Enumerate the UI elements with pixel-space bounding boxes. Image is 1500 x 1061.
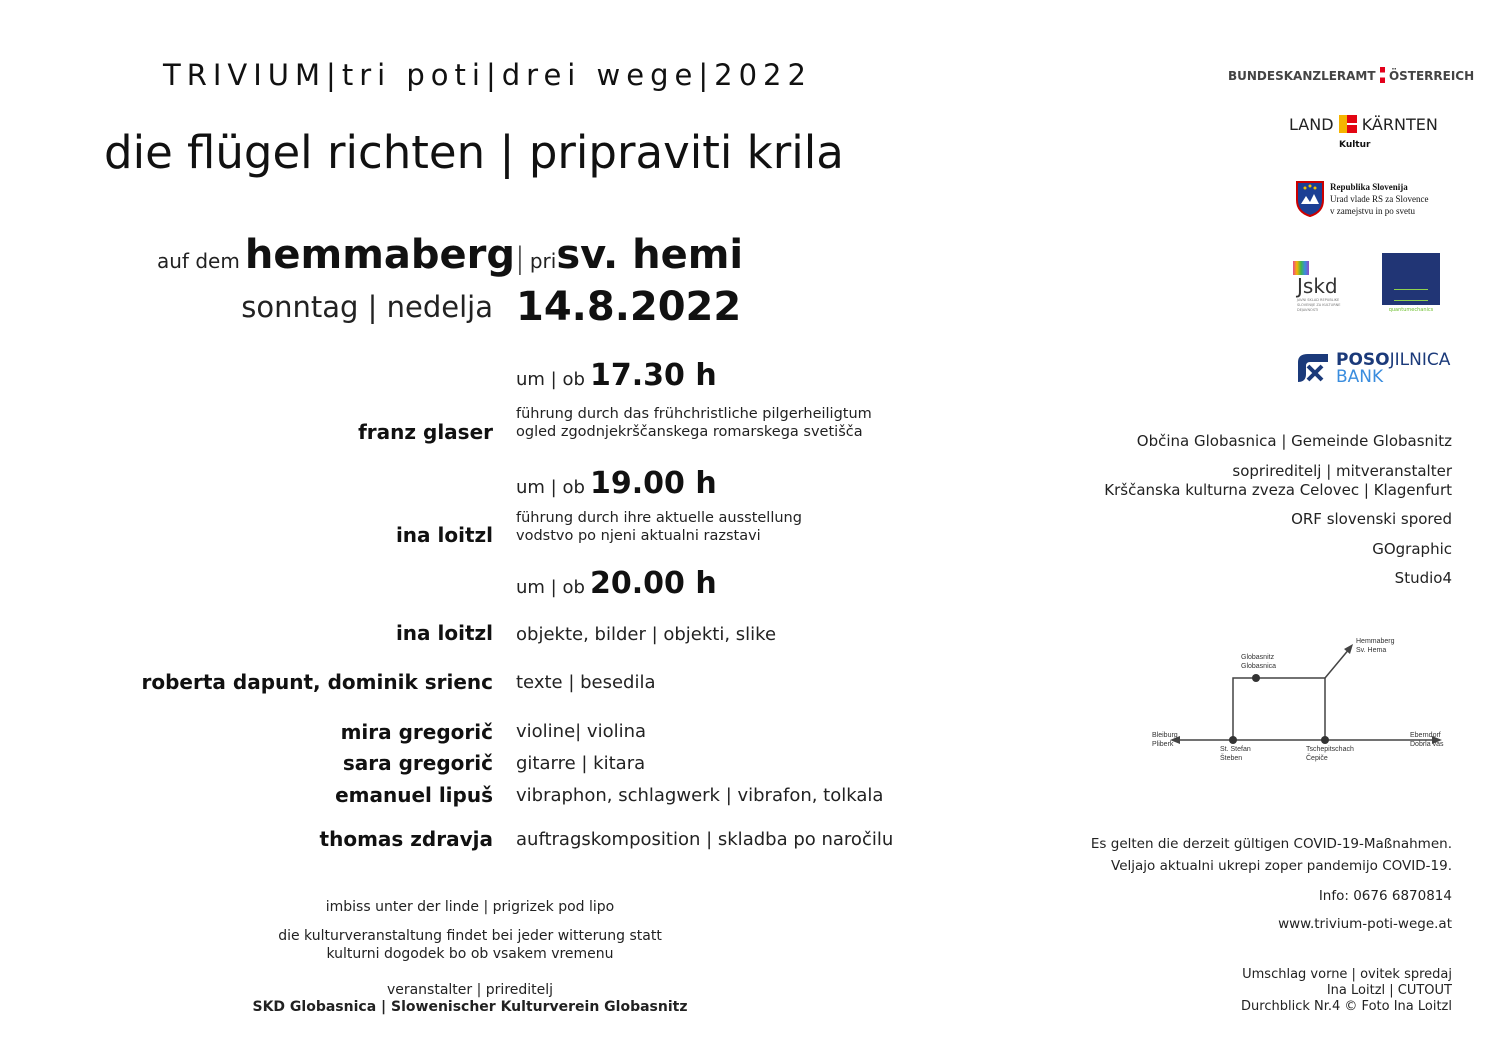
slo-line3: v zamejstvu in po svetu: [1330, 206, 1415, 216]
place-sl: sv. hemi: [556, 232, 744, 278]
partner-orf: ORF slovenski spored: [1291, 510, 1452, 528]
route-map: [1140, 628, 1460, 778]
posojilnica-logo: [1336, 352, 1450, 386]
time-3: [516, 566, 717, 601]
performer-name: emanuel lipuš: [335, 783, 493, 807]
snack-note: imbiss unter der linde | prigrizek pod lipo: [325, 899, 615, 915]
performer-name: ina loitzl: [395, 621, 493, 645]
cover-credit: [1241, 967, 1452, 1015]
website-link[interactable]: www.trivium-poti-wege.at: [1278, 916, 1452, 932]
map-label-eberndorf: Eberndorf: [1410, 732, 1441, 739]
ktn-sub: Kultur: [1339, 140, 1371, 150]
person-2: ina loitzl: [395, 523, 493, 547]
map-label-tschepitschach: Tschepitschach: [1306, 746, 1354, 753]
info-phone: Info: 0676 6870814: [1318, 888, 1452, 904]
qm-mark-icon: [1394, 289, 1428, 301]
partner-coorganizer-label: soprireditelj | mitveranstalter: [1232, 462, 1452, 480]
bka-logo: [1228, 67, 1474, 83]
place-de: hemmaberg: [244, 232, 515, 278]
hemmaberg-road: [1325, 648, 1350, 678]
day-label: sonntag | nedelja: [241, 290, 493, 324]
poso-bank: BANK: [1336, 367, 1384, 387]
jskd-logo: Jskd: [1297, 274, 1338, 298]
desc-1-de: führung durch das frühchristliche pilgerheiligtum: [516, 406, 872, 422]
time-3-value: 20.00 h: [589, 566, 717, 601]
weather-sl: kulturni dogodek bo ob vsakem vremenu: [326, 946, 614, 962]
organizer: SKD Globasnica | Slowenischer Kulturverein Globasnitz: [252, 999, 688, 1015]
jskd-color-icon: [1293, 261, 1309, 275]
performer-role: objekte, bilder | objekti, slike: [516, 624, 777, 645]
covid-notice: [1091, 833, 1452, 877]
covid-de: Es gelten die derzeit gültigen COVID-19-Maßnahmen.: [1090, 836, 1452, 852]
qm-sub: quantumechanics: [1382, 305, 1440, 315]
map-label-sv-hema: Sv. Hema: [1356, 647, 1387, 654]
time-2: [516, 466, 717, 501]
desc-1: [516, 405, 872, 441]
kaernten-emblem-icon: [1339, 115, 1357, 133]
desc-2-de: führung durch ihre aktuelle ausstellung: [516, 510, 802, 526]
performer-name: roberta dapunt, dominik srienc: [141, 670, 493, 694]
event-date: 14.8.2022: [516, 284, 742, 330]
performer-name: thomas zdravja: [319, 827, 493, 851]
partner-kkz: Krščanska kulturna zveza Celovec | Klagenfurt: [1104, 481, 1452, 499]
st-stefan-dot: [1229, 736, 1237, 744]
time-2-prefix: um | ob: [516, 477, 585, 498]
organizer-label: veranstalter | prireditelj: [386, 982, 554, 998]
weather-note: [240, 927, 700, 963]
ktn-left: LAND: [1289, 115, 1334, 134]
place-sep: |: [514, 241, 525, 275]
map-label-hemmaberg: Hemmaberg: [1356, 638, 1395, 645]
map-label-steben: Šteben: [1220, 755, 1243, 762]
map-label-st-stefan: St. Stefan: [1220, 746, 1251, 753]
slovenia-office: [1330, 181, 1428, 217]
place-line: [157, 232, 743, 278]
time-1: [516, 358, 717, 393]
jskd-sub: JAVNI SKLAD REPUBLIKE SLOVENIJE ZA KULTURNE DEJAVNOSTI: [1297, 298, 1341, 312]
credit-line3: Durchblick Nr.4 © Foto Ina Loitzl: [1241, 999, 1452, 1014]
credit-line2: Ina Loitzl | CUTOUT: [1326, 983, 1452, 998]
series-title: TRIVIUM|tri poti|drei wege|2022: [163, 58, 812, 92]
quantumechanics-logo: [1382, 253, 1440, 315]
place-prefix-sl: pri: [529, 249, 557, 273]
poso-light: JILNICA: [1389, 350, 1451, 370]
partner-studio4: Studio4: [1394, 569, 1452, 587]
covid-sl: Veljajo aktualni ukrepi zoper pandemijo COVID-19.: [1111, 858, 1452, 874]
person-1: franz glaser: [358, 420, 493, 444]
desc-2: [516, 509, 802, 545]
posojilnica-icon: [1296, 352, 1332, 384]
map-label-bleiburg: Bleiburg: [1152, 732, 1178, 739]
desc-1-sl: ogled zgodnjekrščanskega romarskega svetišča: [516, 424, 863, 440]
austria-flag-icon: [1380, 67, 1385, 83]
slo-line2: Urad vlade RS za Slovence: [1330, 194, 1429, 204]
map-label-globasnica: Globasnica: [1241, 663, 1277, 670]
partner-gographic: GOgraphic: [1372, 540, 1452, 558]
kaernten-logo: [1289, 115, 1438, 134]
performer-name: sara gregorič: [342, 751, 493, 775]
ktn-right: KÄRNTEN: [1361, 115, 1438, 134]
time-3-prefix: um | ob: [516, 577, 585, 598]
time-1-prefix: um | ob: [516, 369, 585, 390]
desc-2-sl: vodstvo po njeni aktualni razstavi: [516, 528, 761, 544]
globasnitz-dot: [1252, 674, 1260, 682]
time-1-value: 17.30 h: [589, 358, 717, 393]
bka-right: ÖSTERREICH: [1388, 69, 1475, 83]
poso-bold: POSO: [1336, 350, 1390, 370]
bka-left: BUNDESKANZLERAMT: [1228, 69, 1376, 83]
map-label-dobrla-vas: Dobrla vas: [1410, 741, 1444, 748]
credit-line1: Umschlag vorne | ovitek spredaj: [1242, 967, 1452, 982]
performer-role: violine| violina: [516, 721, 647, 742]
performer-role: vibraphon, schlagwerk | vibrafon, tolkala: [516, 785, 884, 806]
slo-line1: Republika Slovenija: [1330, 182, 1408, 192]
place-prefix-de: auf dem: [157, 249, 240, 273]
side-road: [1233, 678, 1325, 740]
weather-de: die kulturveranstaltung findet bei jeder witterung statt: [278, 928, 662, 944]
performer-role: texte | besedila: [516, 672, 656, 693]
performer-role: gitarre | kitara: [516, 753, 646, 774]
page-title: die flügel richten | pripraviti krila: [104, 126, 844, 179]
partner-municipality: Občina Globasnica | Gemeinde Globasnitz: [1136, 432, 1452, 450]
map-label-pliberk: Pliberk: [1152, 741, 1174, 748]
time-2-value: 19.00 h: [589, 466, 717, 501]
performer-role: auftragskomposition | skladba po naročilu: [516, 829, 894, 850]
map-label-cepice: Čepiče: [1306, 755, 1328, 762]
slovenia-coat-of-arms-icon: [1295, 180, 1325, 218]
tschepitschach-dot: [1321, 736, 1329, 744]
performer-name: mira gregorič: [340, 720, 493, 744]
map-label-globasnitz: Globasnitz: [1241, 654, 1275, 661]
